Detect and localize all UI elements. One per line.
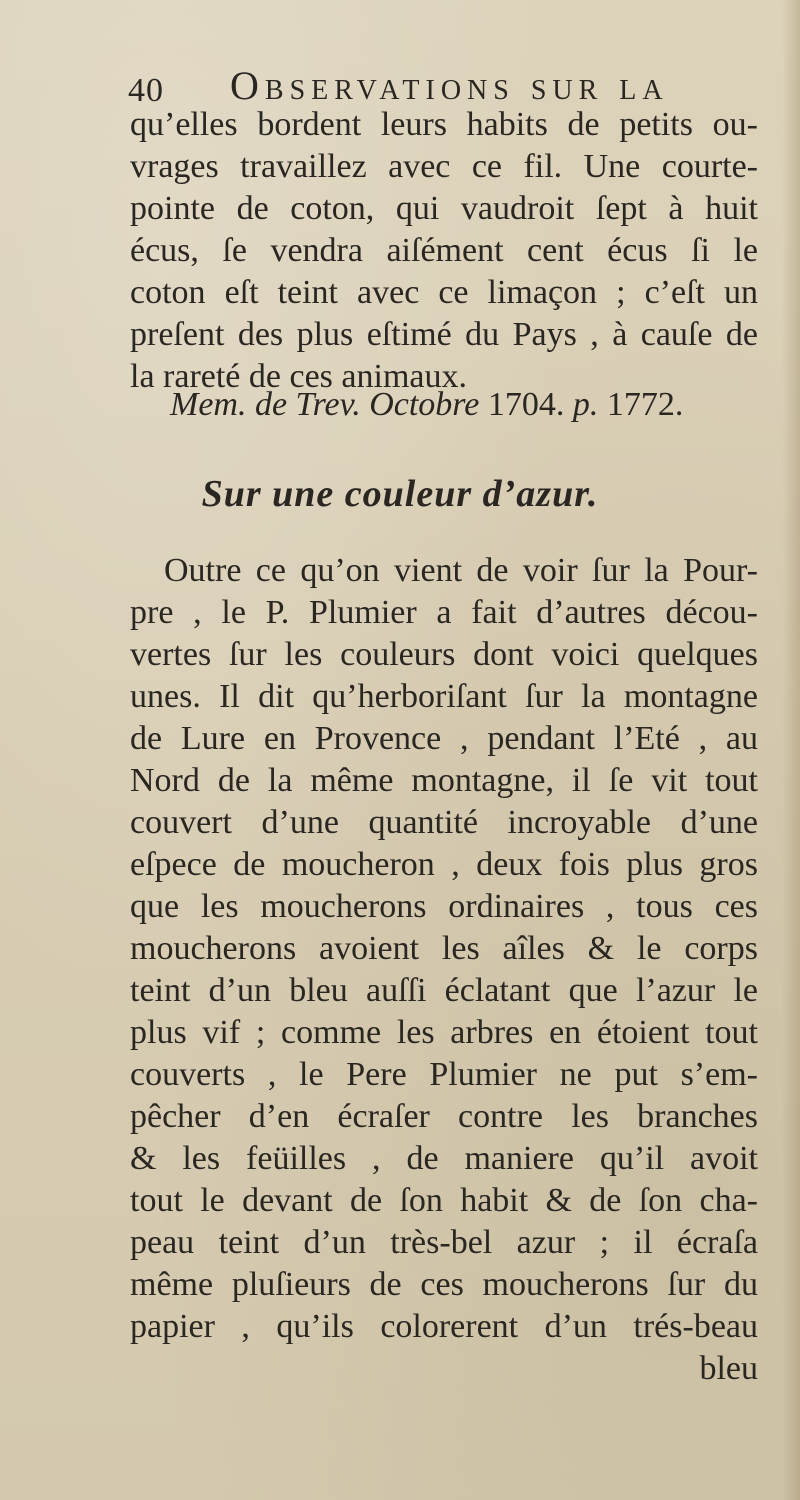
- citation-date: 1704.: [487, 386, 565, 423]
- paragraph-1: [130, 104, 758, 398]
- running-title: Observations sur la: [230, 63, 669, 108]
- text-line: couvert d’une quantité incroyable d’une: [130, 804, 758, 841]
- text-line: eſpece de moucheron , deux fois plus gros: [130, 846, 758, 883]
- citation: [170, 382, 764, 428]
- text-line: vertes ſur les couleurs dont voici quelques: [130, 636, 758, 673]
- text-line: écus, ſe vendra aiſément cent écus ſi le: [130, 232, 758, 269]
- text-line: Nord de la même montagne, il ſe vit tout: [130, 762, 758, 799]
- text-line: preſent des plus eſtimé du Pays , à cauſe de: [130, 316, 758, 353]
- text-line: Outre ce qu’on vient de voir ſur la Pour-: [164, 552, 758, 589]
- text-line: vrages travaillez avec ce fil. Une courte-: [130, 148, 758, 185]
- paragraph-2: [130, 550, 758, 1390]
- citation-page-abbr: p.: [572, 386, 599, 423]
- text-line: papier , qu’ils colorerent d’un trés-beau: [130, 1308, 758, 1345]
- text-line: coton eſt teint avec ce limaçon ; c’eſt un: [130, 274, 758, 311]
- text-line: pre , le P. Plumier a fait d’autres décou-: [130, 594, 758, 631]
- text-line: même pluſieurs de ces moucherons ſur du: [130, 1266, 758, 1303]
- text-line: peau teint d’un très-bel azur ; il écraſa: [130, 1224, 758, 1261]
- text-line: tout le devant de ſon habit & de ſon cha-: [130, 1182, 758, 1219]
- catchword: bleu: [699, 1350, 758, 1387]
- text-line: teint d’un bleu auſſi éclatant que l’azur le: [130, 972, 758, 1009]
- page-edge-shadow: [782, 0, 800, 1500]
- text-line: plus vif ; comme les arbres en étoient tout: [130, 1014, 758, 1051]
- text-line: de Lure en Provence , pendant l’Eté , au: [130, 720, 758, 757]
- citation-source: Mem. de Trev. Octobre: [170, 386, 480, 423]
- text-line: la rareté de ces animaux.: [130, 358, 467, 395]
- text-line: que les moucherons ordinaires , tous ces: [130, 888, 758, 925]
- text-line: pointe de coton, qui vaudroit ſept à huit: [130, 190, 758, 227]
- text-line: pêcher d’en écraſer contre les branches: [130, 1098, 758, 1135]
- citation-page: 1772.: [606, 386, 684, 423]
- text-line: moucherons avoient les aîles & le corps: [130, 930, 758, 967]
- text-line: qu’elles bordent leurs habits de petits ou-: [130, 106, 758, 143]
- text-line: & les feüilles , de maniere qu’il avoit: [130, 1140, 758, 1177]
- page-number: 40: [128, 72, 164, 109]
- text-line: unes. Il dit qu’herboriſant ſur la montagne: [130, 678, 758, 715]
- text-line: couverts , le Pere Plumier ne put s’em-: [130, 1056, 758, 1093]
- section-heading: Sur une couleur d’azur.: [201, 473, 599, 515]
